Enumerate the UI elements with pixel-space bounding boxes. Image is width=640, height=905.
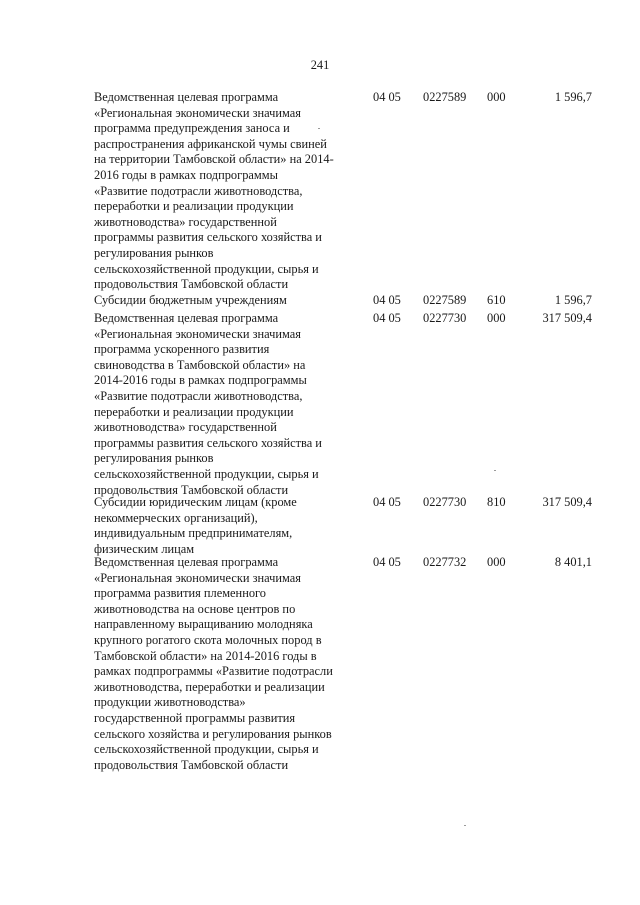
row-amount: 8 401,1 — [554, 555, 592, 569]
row-amount: 317 509,4 — [542, 311, 592, 325]
row-section: 04 05 — [373, 495, 401, 509]
scan-speck — [464, 825, 466, 826]
row-description: Ведомственная целевая программа «Региональная экономически значимая программа предупреждения заноса и распространения африканской чумы свиней на территории Тамбовской области» на 2014- 2016 годы в рамках подпрограммы «Развитие подотрасли животноводства, переработки и реализации продукции животноводства» государственной программы развития сельского хозяйства и регулирования рынков сельскохозяйственной продукции, сырья и продовольствия Тамбовской области — [94, 90, 334, 292]
row-section: 04 05 — [373, 555, 401, 569]
row-target-code: 0227589 — [423, 293, 467, 307]
row-target-code: 0227730 — [423, 495, 467, 509]
row-expense-type: 000 — [487, 555, 506, 569]
scan-speck — [494, 470, 496, 471]
row-amount: 1 596,7 — [554, 293, 592, 307]
row-description: Субсидии бюджетным учреждениям — [94, 293, 287, 307]
row-amount: 317 509,4 — [542, 495, 592, 509]
row-expense-type: 000 — [487, 90, 506, 104]
scan-speck — [318, 128, 320, 129]
row-expense-type: 610 — [487, 293, 506, 307]
row-section: 04 05 — [373, 311, 401, 325]
row-target-code: 0227732 — [423, 555, 467, 569]
row-section: 04 05 — [373, 293, 401, 307]
row-amount: 1 596,7 — [554, 90, 592, 104]
row-description: Субсидии юридическим лицам (кроме некоммерческих организаций), индивидуальным предпринимателям, физическим лицам — [94, 495, 297, 556]
row-expense-type: 000 — [487, 311, 506, 325]
row-section: 04 05 — [373, 90, 401, 104]
row-target-code: 0227730 — [423, 311, 467, 325]
row-target-code: 0227589 — [423, 90, 467, 104]
page-number: 241 — [310, 58, 330, 72]
row-description: Ведомственная целевая программа «Региональная экономически значимая программа ускоренного развития свиноводства в Тамбовской области» на 2014-2016 годы в рамках подпрограммы «Развитие подотрасли животноводства, переработки и реализации продукции животноводства» государственной программы развития сельского хозяйства и регулирования рынков сельскохозяйственной продукции, сырья и продовольствия Тамбовской области — [94, 311, 322, 497]
row-expense-type: 810 — [487, 495, 506, 509]
row-description: Ведомственная целевая программа «Региональная экономически значимая программа развития племенного животноводства на основе центров по направленному выращиванию молодняка крупного рогатого скота молочных пород в Тамбовской области» на 2014-2016 годы в рамках подпрограммы «Развитие подотрасли животноводства, переработки и реализации продукции животноводства» государственной программы развития сельского хозяйства и регулирования рынков сельскохозяйственной продукции, сырья и продовольствия Тамбовской области — [94, 555, 333, 772]
